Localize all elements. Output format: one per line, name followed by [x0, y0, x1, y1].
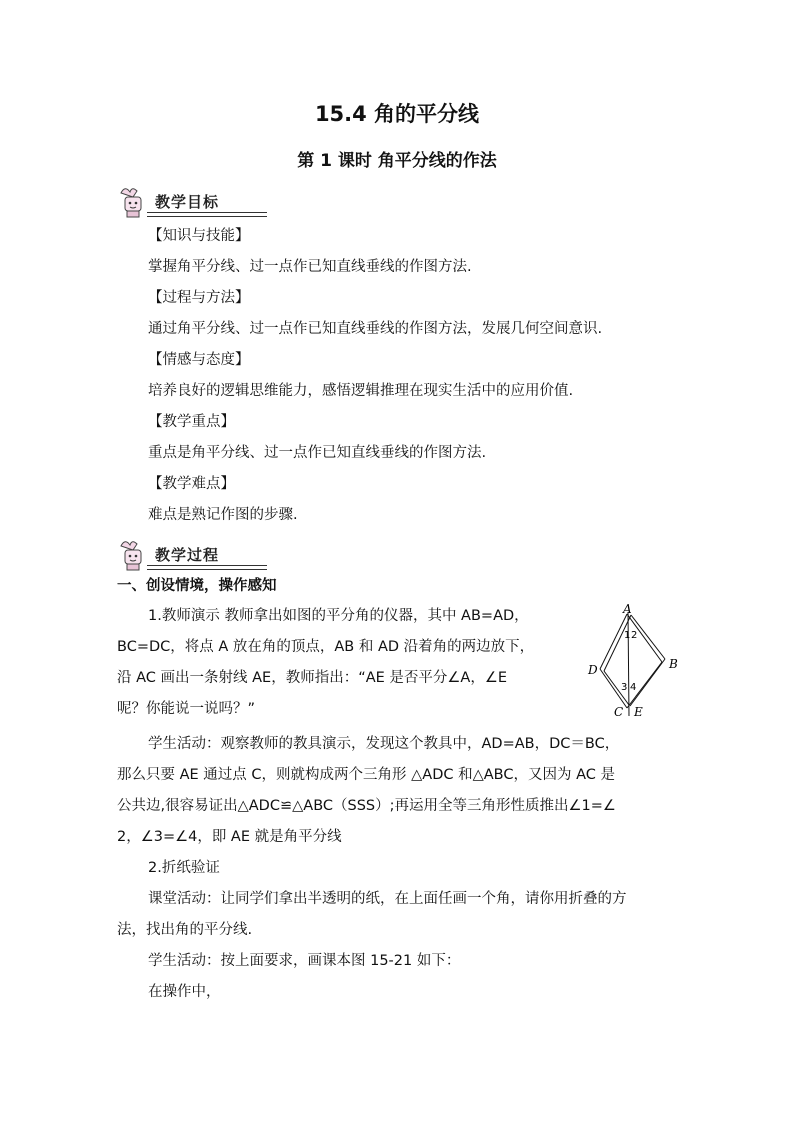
item-heading: 【过程与方法】	[148, 290, 250, 306]
paragraph-line: 2.折纸验证	[148, 860, 220, 876]
item-heading: 【情感与态度】	[148, 352, 250, 368]
paragraph-line: BC=DC，将点 A 放在角的顶点，AB 和 AD 沿着角的两边放下，	[117, 639, 535, 655]
banner-underline	[147, 212, 267, 217]
lesson-subtitle: 第 1 课时 角平分线的作法	[297, 151, 497, 171]
section-banner-objectives	[117, 183, 267, 219]
label-b: B	[669, 657, 678, 671]
paragraph-line: 1.教师演示 教师拿出如图的平分角的仪器，其中 AB=AD，	[148, 608, 529, 624]
banner-underline	[147, 565, 267, 570]
paragraph-line: 在操作中，	[148, 984, 221, 1000]
paragraph-line: 呢？你能说一说吗？”	[117, 701, 256, 717]
section-label: 教学目标	[155, 193, 220, 211]
section-label: 教学过程	[155, 546, 220, 564]
item-text: 掌握角平分线、过一点作已知直线垂线的作图方法.	[148, 259, 472, 275]
subsection-heading: 一、创设情境，操作感知	[117, 578, 277, 594]
angle-bisector-instrument-figure	[580, 604, 690, 722]
label-c: C	[614, 705, 624, 719]
label-e: E	[634, 705, 643, 719]
item-heading: 【教学重点】	[148, 414, 235, 430]
item-heading: 【教学难点】	[148, 476, 235, 492]
angle-label-1: 1	[624, 630, 631, 641]
section-banner-process	[117, 536, 267, 572]
angle-label-2: 2	[631, 630, 638, 641]
paragraph-line: 法，找出角的平分线.	[117, 922, 253, 938]
label-a: A	[623, 604, 632, 616]
pencil-mascot-icon	[117, 536, 149, 572]
item-heading: 【知识与技能】	[148, 228, 250, 244]
pencil-mascot-icon	[117, 183, 149, 219]
item-text: 通过角平分线、过一点作已知直线垂线的作图方法，发展几何空间意识.	[148, 321, 603, 337]
label-d: D	[588, 663, 598, 677]
angle-label-3: 3	[621, 682, 628, 693]
paragraph-line: 课堂活动：让同学们拿出半透明的纸，在上面任画一个角，请你用折叠的方	[148, 891, 627, 907]
item-text: 重点是角平分线、过一点作已知直线垂线的作图方法.	[148, 445, 487, 461]
item-text: 培养良好的逻辑思维能力，感悟逻辑推理在现实生活中的应用价值.	[148, 383, 574, 399]
paragraph-line: 学生活动：按上面要求，画课本图 15-21 如下：	[148, 953, 461, 969]
paragraph-line: 2，∠3=∠4，即 AE 就是角平分线	[117, 829, 342, 845]
document-title: 15.4 角的平分线	[314, 102, 480, 126]
item-text: 难点是熟记作图的步骤.	[148, 507, 298, 523]
paragraph-line: 那么只要 AE 通过点 C，则就构成两个三角形 △ADC 和△ABC，又因为 AC 是	[117, 767, 616, 783]
angle-label-4: 4	[630, 682, 637, 693]
paragraph-line: 学生活动：观察教师的教具演示，发现这个教具中，AD=AB，DC＝BC，	[148, 736, 620, 752]
paragraph-line: 沿 AC 画出一条射线 AE，教师指出：“AE 是否平分∠A，∠E	[117, 670, 507, 686]
paragraph-line: 公共边,很容易证出△ADC≌△ABC（SSS）;再运用全等三角形性质推出∠1=∠	[117, 798, 616, 814]
